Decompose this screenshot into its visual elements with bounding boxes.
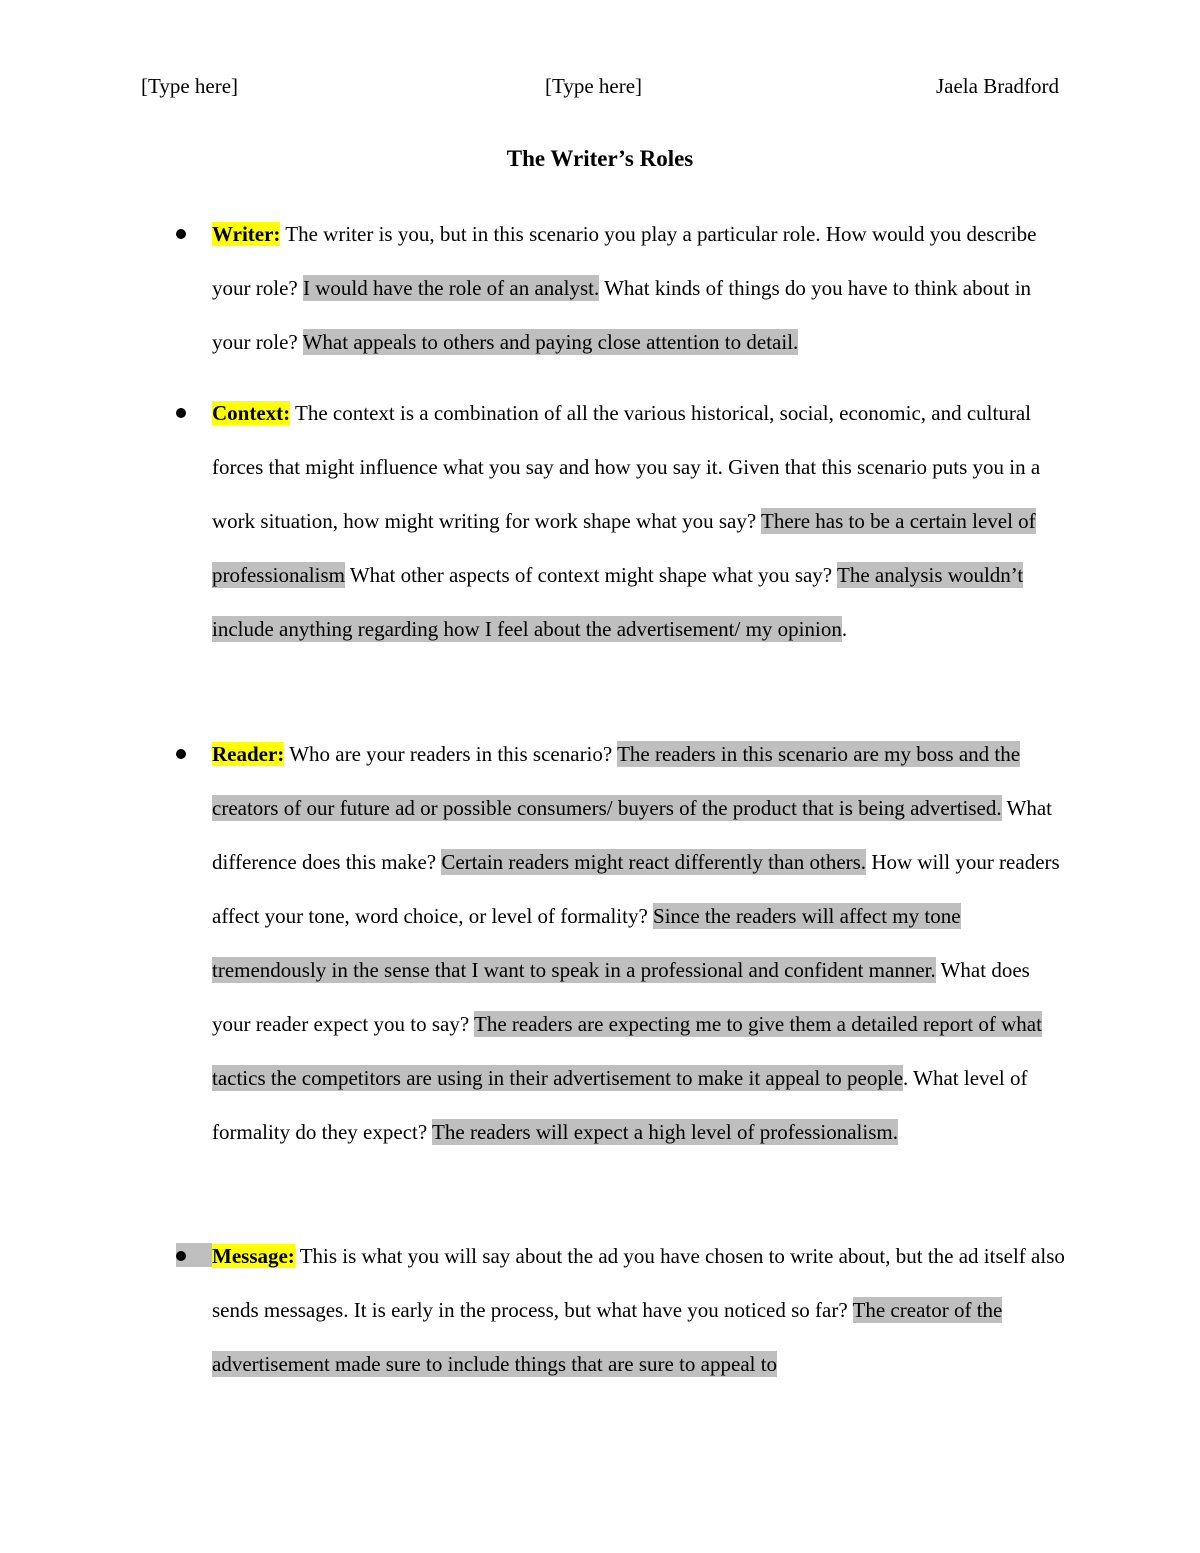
section-context: [212, 386, 1072, 656]
section-reader: [212, 727, 1072, 1159]
bullet-icon: [176, 749, 186, 759]
answer-text: The creator of the advertisement made sure to include things that are sure to appeal to: [212, 1298, 1003, 1376]
header-left[interactable]: [Type here]: [141, 74, 239, 98]
prompt-text: What other aspects of context might shape what you say?: [344, 563, 837, 587]
section-label: Writer:: [212, 222, 281, 246]
section-label: Message:: [212, 1244, 295, 1268]
answer-text: The readers will expect a high level of professionalism.: [432, 1120, 898, 1144]
prompt-text: The context is a combination of all the various historical, social, economic, and cultural forces that might influence what you say and how you say it. Given that this scenario puts you in a work situation, how might writing for work shape what you say?: [212, 401, 1041, 533]
answer-text: Certain readers might react differently than others.: [441, 850, 867, 874]
bullet-icon: [176, 1251, 186, 1261]
answer-text: I would have the role of an analyst.: [302, 276, 600, 300]
section-writer: [212, 207, 1072, 369]
prompt-text: Who are your readers in this scenario?: [289, 742, 618, 766]
answer-text: The analysis wouldn’t include anything regarding how I feel about the advertisement/ my opinion: [212, 563, 1024, 641]
bullet-icon: [176, 408, 186, 418]
answer-text: What appeals to others and paying close attention to detail.: [302, 330, 799, 354]
header-center[interactable]: [Type here]: [545, 74, 643, 98]
section-label: Context:: [212, 401, 291, 425]
section-message: [212, 1229, 1072, 1391]
prompt-text: What kinds of things do you have to think about in your role?: [212, 276, 1032, 354]
prompt-text: How will your readers affect your tone, word choice, or level of formality?: [212, 850, 1060, 928]
prompt-text: What difference does this make?: [212, 796, 1052, 874]
bullet-icon: [176, 229, 186, 239]
answer-text: Since the readers will affect my tone tremendously in the sense that I want to speak in a professional and confident manner.: [212, 904, 961, 982]
prompt-text: .: [841, 617, 848, 641]
answer-text: The readers are expecting me to give them a detailed report of what tactics the competitors are using in their advertisement to make it appeal to people: [212, 1012, 1042, 1090]
prompt-text: The writer is you, but in this scenario you play a particular role. How would you describe your role?: [212, 222, 1037, 300]
answer-text: There has to be a certain level of professionalism: [212, 509, 1036, 587]
prompt-text: This is what you will say about the ad you have chosen to write about, but the ad itself also sends messages. It is early in the process, but what have you noticed so far?: [212, 1244, 1065, 1322]
document-title: The Writer’s Roles: [506, 146, 694, 171]
answer-text: The readers in this scenario are my boss and the creators of our future ad or possible consumers/ buyers of the product that is being advertised.: [212, 742, 1021, 820]
section-label: Reader:: [212, 742, 285, 766]
prompt-text: . What level of formality do they expect?: [212, 1066, 1028, 1144]
prompt-text: What does your reader expect you to say?: [212, 958, 1030, 1036]
header-right[interactable]: Jaela Bradford: [935, 74, 1059, 98]
